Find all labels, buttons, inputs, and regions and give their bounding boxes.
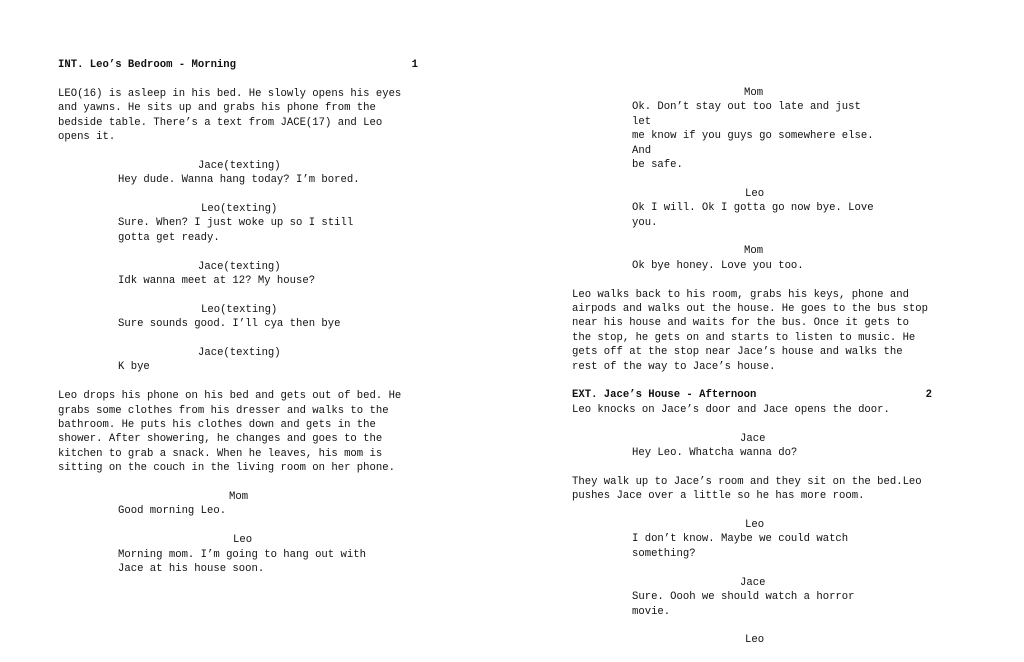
dialogue-line: Good morning Leo. <box>118 505 227 518</box>
dialogue-line: Morning mom. I’m going to hang out with Jace at his house soon. <box>118 548 366 576</box>
dialogue-line: Ok bye honey. Love you too. <box>632 259 804 272</box>
left-script-page <box>58 58 420 591</box>
dialogue-block <box>58 202 420 245</box>
dialogue-line: I don’t know. Maybe we could watch something? <box>632 533 849 560</box>
dialogue-line: Sure sounds good. I’ll cya then bye <box>118 318 341 331</box>
dialogue-block <box>572 576 934 619</box>
scene-heading-text: INT. Leo’s Bedroom - Morning <box>58 59 237 71</box>
scene-heading-text: EXT. Jace’s House - Afternoon <box>572 389 757 402</box>
dialogue-line: Hey Leo. Whatcha wanna do? <box>632 447 798 460</box>
dialogue-block <box>58 533 420 576</box>
action-block: They walk up to Jace’s room and they sit on the bed.Leo pushes Jace over a little so he has more room. <box>572 475 922 503</box>
dialogue-line: Idk wanna meet at 12? My house? <box>118 275 316 288</box>
character-name: Leo(texting) <box>201 203 278 216</box>
action-block: Leo walks back to his room, grabs his keys, phone and airpods and walks out the house. He goes to the bus stop near his house and waits for the bus. Once it gets to the stop, he gets on and starts to listen to music. He gets off at the stop near Jace’s house and walks the rest of the way to Jace’s house. <box>572 288 929 373</box>
character-name: Leo <box>745 187 765 200</box>
dialogue-block <box>58 346 420 375</box>
character-name: Leo <box>745 519 765 532</box>
character-name: Jace(texting) <box>198 159 281 172</box>
dialogue-block <box>572 518 934 561</box>
scene-heading <box>572 388 934 402</box>
dialogue-line: Ok. Don’t stay out too late and just let me know if you guys go somewhere else. And be safe. <box>632 101 874 172</box>
dialogue-block <box>572 633 934 647</box>
right-script-page <box>572 86 934 662</box>
character-name: Jace(texting) <box>198 347 281 360</box>
dialogue-block <box>58 159 420 188</box>
dialogue-block <box>572 244 934 273</box>
character-name: Jace <box>740 432 766 445</box>
dialogue-line: Sure. Oooh we should watch a horror movie. <box>632 591 855 618</box>
character-name: Leo <box>233 534 253 547</box>
dialogue-line: Sure. When? I just woke up so I still gotta get ready. <box>118 217 354 244</box>
scene-number: 1 <box>411 59 418 71</box>
scene-number: 2 <box>925 389 932 402</box>
dialogue-block <box>58 490 420 519</box>
action-block: Leo drops his phone on his bed and gets out of bed. He grabs some clothes from his dresser and walks to the bathroom. He puts his clothes down and gets in the shower. After showering, he changes and goes to the kitchen to grab a snack. When he leaves, his mom is sitting on the couch in the living room on her phone. <box>58 390 402 475</box>
character-name: Mom <box>744 87 764 99</box>
dialogue-block <box>58 260 420 289</box>
scene-heading <box>58 58 420 72</box>
character-name: Jace <box>740 576 766 589</box>
dialogue-block <box>572 187 934 230</box>
dialogue-block <box>572 432 934 461</box>
dialogue-block <box>58 303 420 332</box>
character-name: Mom <box>744 245 764 258</box>
dialogue-line: Ok I will. Ok I gotta go now bye. Love you. <box>632 202 874 229</box>
action-block: LEO(16) is asleep in his bed. He slowly opens his eyes and yawns. He sits up and grabs his phone from the bedside table. There’s a text from JACE(17) and Leo opens it. <box>58 87 402 144</box>
dialogue-line: Hey dude. Wanna hang today? I’m bored. <box>118 174 360 187</box>
dialogue-line: K bye <box>118 361 150 374</box>
action-block: Leo knocks on Jace’s door and Jace opens the door. <box>572 403 890 416</box>
character-name: Mom <box>229 491 249 504</box>
character-name: Leo <box>745 634 765 647</box>
character-name: Jace(texting) <box>198 260 281 273</box>
character-name: Leo(texting) <box>201 303 278 316</box>
dialogue-block <box>572 86 934 172</box>
